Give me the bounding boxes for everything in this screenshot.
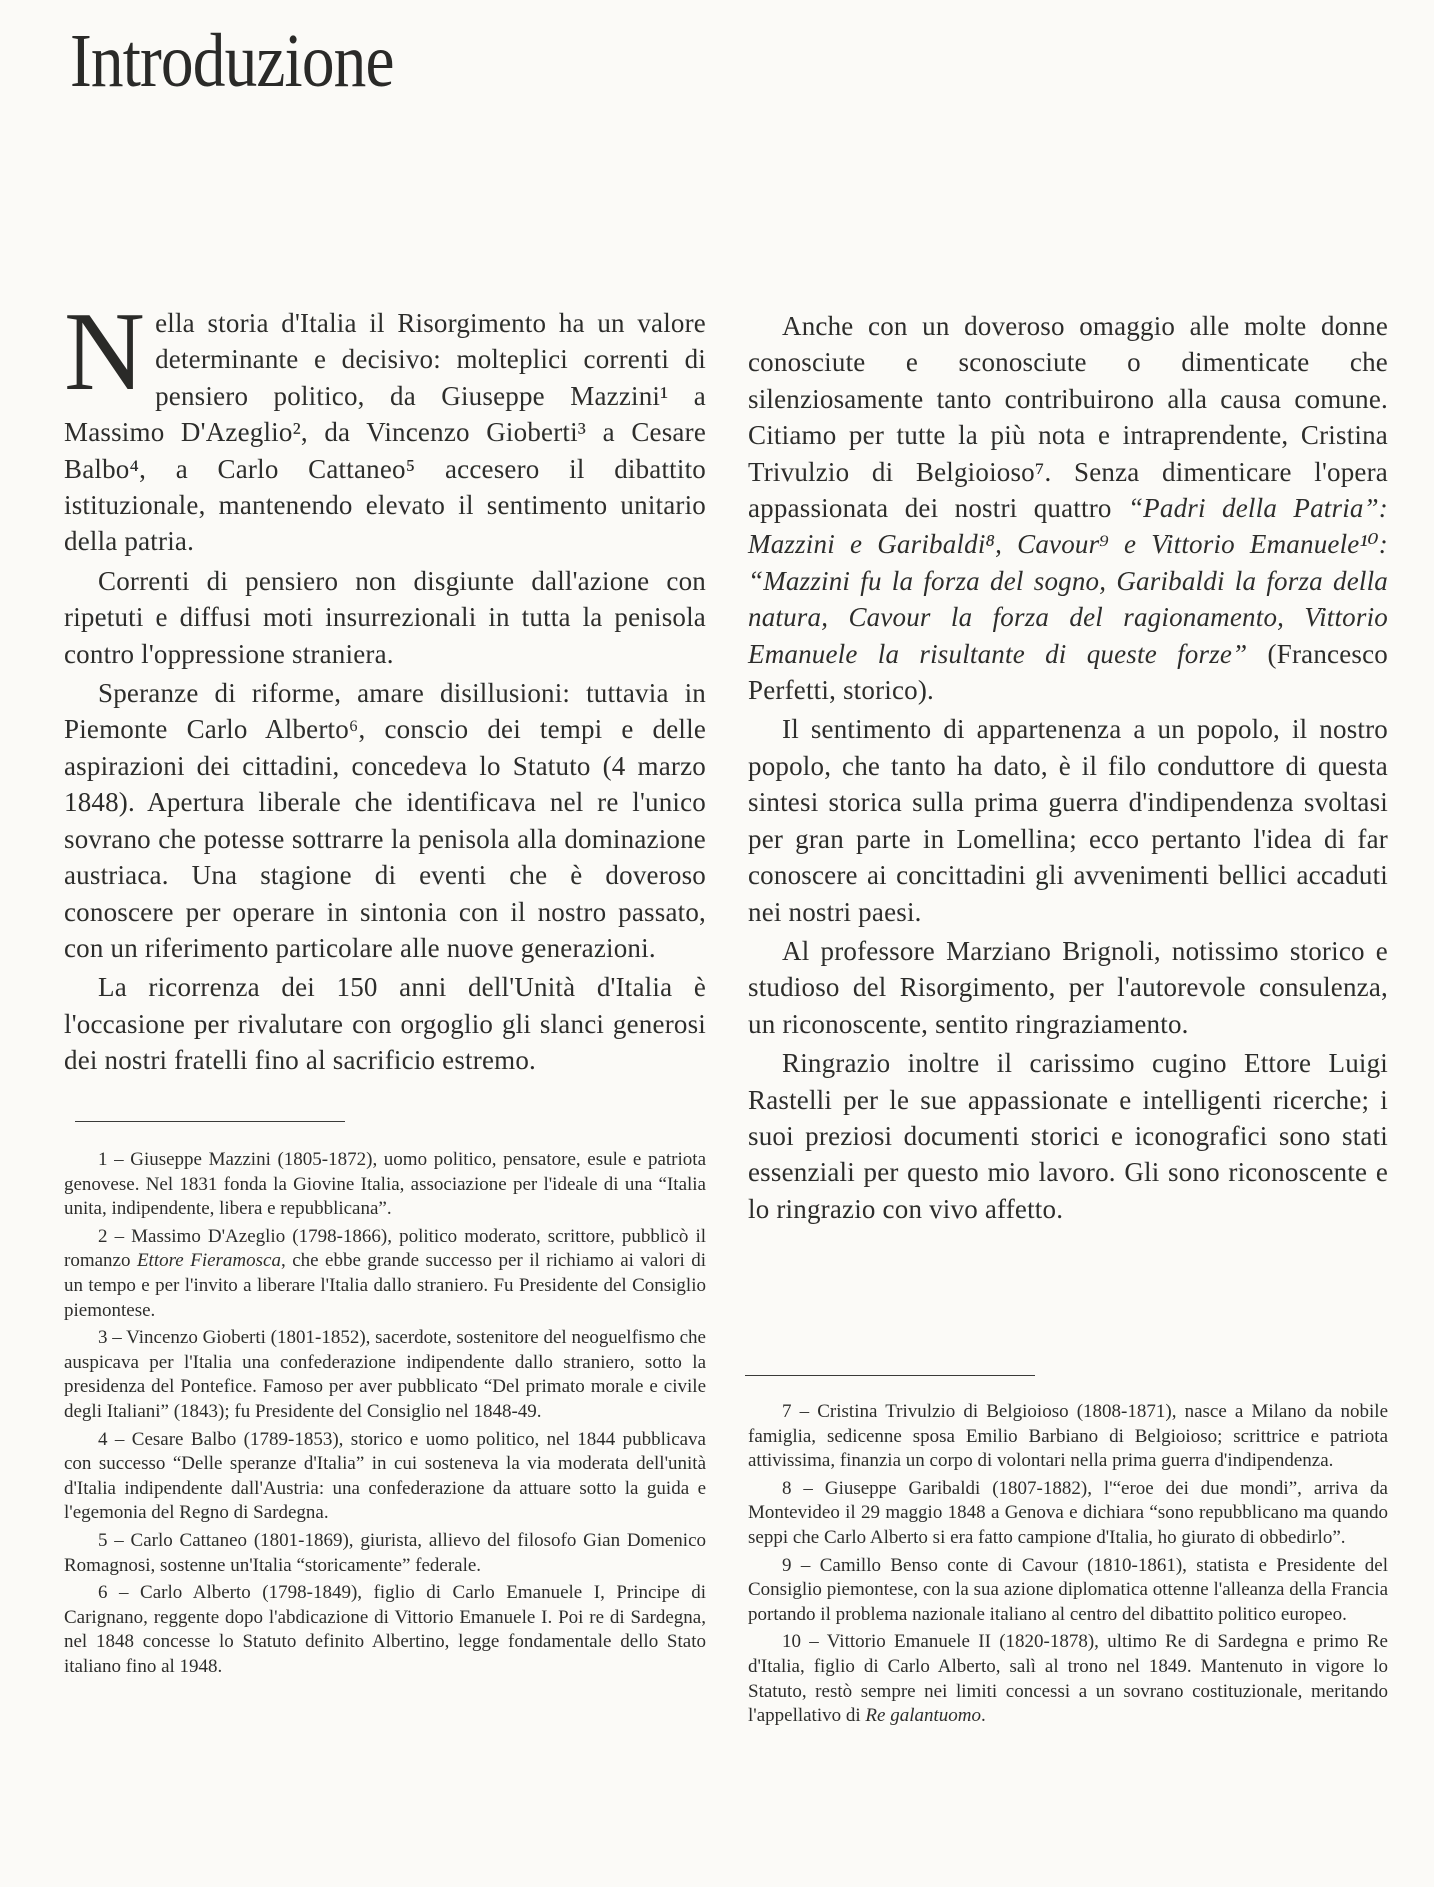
paragraph: La ricorrenza dei 150 anni dell'Unità d'Italia è l'occasione per rivalutare con orgoglio gli slanci generosi dei nostri fratelli fino al sacrificio estremo. <box>64 972 706 1076</box>
right-body-column <box>748 308 1388 1227</box>
footnote: 4 – Cesare Balbo (1789-1853), storico e uomo politico, nel 1844 pubblicava con successo “Delle speranze d'Italia” in cui sosteneva la via moderata dell'unità d'Italia indipendente dall'Austria: una confederazione da attuare sotto la guida e l'egemonia del Regno di Sardegna. <box>64 1428 706 1524</box>
left-body-column <box>64 290 706 1079</box>
footnotes-left <box>64 1148 706 1679</box>
page-title: Introduzione <box>70 19 394 103</box>
paragraph: Nella storia d'Italia il Risorgimento ha un valore determinante e decisivo: molteplici correnti di pensiero politico, da Giuseppe Mazzini¹ a Massimo D'Azeglio², da Vincenzo Gioberti³ a Cesare Balbo⁴, a Carlo Cattaneo⁵ accesero il dibattito istituzionale, mantenendo elevato il sentimento unitario della patria. <box>64 290 706 557</box>
footnotes-right <box>748 1400 1388 1729</box>
footnote: 5 – Carlo Cattaneo (1801-1869), giurista, allievo del filosofo Gian Domenico Romagnosi, sostenne un'Italia “storicamente” federale. <box>64 1529 706 1576</box>
footnote: 2 – Massimo D'Azeglio (1798-1866), politico moderato, scrittore, pubblicò il romanzo Ettore Fieramosca, che ebbe grande successo per il richiamo ai valori di un tempo e per l'invito a liberare l'Italia dallo straniero. Fu Presidente del Consiglio piemontese. <box>64 1225 706 1321</box>
footnote: 7 – Cristina Trivulzio di Belgioioso (1808-1871), nasce a Milano da nobile famiglia, sedicenne sposa Emilio Barbiano di Belgioioso; scrittrice e patriota attivissima, finanzia un corpo di volontari nella prima guerra d'indipendenza. <box>748 1401 1388 1472</box>
footnote: 8 – Giuseppe Garibaldi (1807-1882), l'“eroe dei due mondi”, arriva da Montevideo il 29 maggio 1848 a Genova e dichiara “sono repubblicano ma quando seppi che Carlo Alberto si era fatto campione d'Italia, ho giurato di obbedirlo”. <box>748 1477 1388 1548</box>
footnote: 10 – Vittorio Emanuele II (1820-1878), ultimo Re di Sardegna e primo Re d'Italia, figlio di Carlo Alberto, salì al trono nel 1849. Mantenuto in vigore lo Statuto, restò sempre nei limiti concessi a un sovrano costituzionale, meritando l'appellativo di Re galantuomo. <box>748 1631 1388 1727</box>
paragraph: Speranze di riforme, amare disillusioni: tuttavia in Piemonte Carlo Alberto⁶, conscio dei tempi e delle aspirazioni dei cittadini, concedeva lo Statuto (4 marzo 1848). Apertura liberale che identificava nel re l'unico sovrano che potesse sottrarre la penisola alla dominazione austriaca. Una stagione di eventi che è doveroso conoscere per operare in sintonia con il nostro passato, con un riferimento particolare alle nuove generazioni. <box>64 678 706 963</box>
paragraph: Il sentimento di appartenenza a un popolo, il nostro popolo, che tanto ha dato, è il filo conduttore di questa sintesi storica sulla prima guerra d'indipendenza svoltasi per gran parte in Lomellina; ecco pertanto l'idea di far conoscere ai concittadini gli avvenimenti bellici accaduti nei nostri paesi. <box>748 714 1388 927</box>
quotation: “Padri della Patria”: Mazzini e Garibaldi⁸, Cavour⁹ e Vittorio Emanuele¹⁰: “Mazzini fu la forza del sogno, Garibaldi la forza della natura, Cavour la forza del ragionamento, Vittorio Emanuele la risultante di queste forze” <box>748 493 1389 669</box>
footnote: 6 – Carlo Alberto (1798-1849), figlio di Carlo Emanuele I, Principe di Carignano, reggente dopo l'abdicazione di Vittorio Emanuele I. Poi re di Sardegna, nel 1848 concesse lo Statuto definito Albertino, legge fondamentale dello Stato italiano fino al 1948. <box>64 1582 706 1677</box>
paragraph: Ringrazio inoltre il carissimo cugino Ettore Luigi Rastelli per le sue appassionate e intelligenti ricerche; i suoi preziosi documenti storici e iconografici sono stati essenziali per questo mio lavoro. Gli sono riconoscente e lo ringrazio con vivo affetto. <box>748 1048 1388 1224</box>
drop-cap: N <box>64 290 146 414</box>
paragraph: Correnti di pensiero non disgiunte dall'azione con ripetuti e diffusi moti insurrezionali in tutta la penisola contro l'oppressione straniera. <box>64 565 706 669</box>
footnote: 1 – Giuseppe Mazzini (1805-1872), uomo politico, pensatore, esule e patriota genovese. Nel 1831 fonda la Giovine Italia, associazione per l'ideale di una “Italia unita, indipendente, libera e repubblicana”. <box>64 1149 706 1220</box>
footnote: 3 – Vincenzo Gioberti (1801-1852), sacerdote, sostenitore del neoguelfismo che auspicava per l'Italia una confederazione indipendente dallo straniero, sotto la presidenza del Pontefice. Famoso per aver pubblicato “Del primato morale e civile degli Italiani” (1843); fu Presidente del Consiglio nel 1848-49. <box>64 1327 706 1422</box>
footnote-divider <box>75 1121 345 1122</box>
footnote-divider <box>745 1375 1035 1376</box>
paragraph: Anche con un doveroso omaggio alle molte donne conosciute e sconosciute o dimenticate che silenziosamente tanto contribuirono alla causa comune. Citiamo per tutte la più nota e intraprendente, Cristina Trivulzio di Belgioioso⁷. Senza dimenticare l'opera appassionata dei nostri quattro “Padri della Patria”: Mazzini e Garibaldi⁸, Cavour⁹ e Vittorio Emanuele¹⁰: “Mazzini fu la forza del sogno, Garibaldi la forza della natura, Cavour la forza del ragionamento, Vittorio Emanuele la risultante di queste forze” (Francesco Perfetti, storico). <box>748 311 1389 706</box>
paragraph: Al professore Marziano Brignoli, notissimo storico e studioso del Risorgimento, per l'autorevole consulenza, un riconoscente, sentito ringraziamento. <box>748 935 1388 1039</box>
footnote: 9 – Camillo Benso conte di Cavour (1810-1861), statista e Presidente del Consiglio piemontese, con la sua azione diplomatica ottenne l'alleanza della Francia portando il problema nazionale italiano al centro del dibattito politico europeo. <box>748 1554 1388 1625</box>
